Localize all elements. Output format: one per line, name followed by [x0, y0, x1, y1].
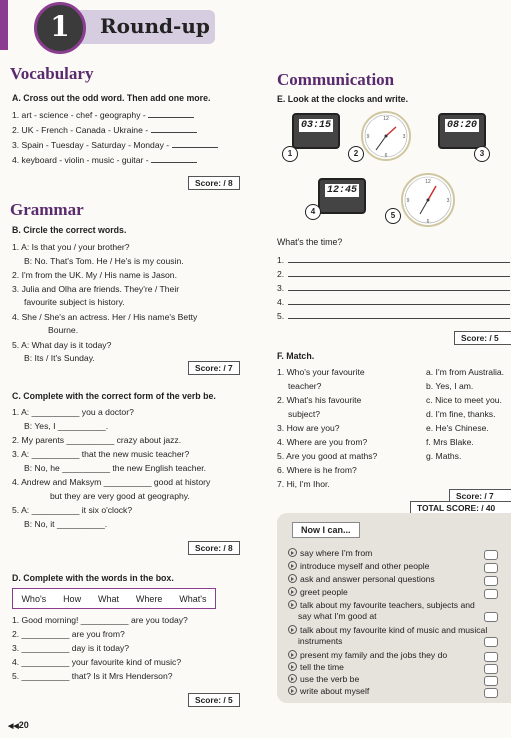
task-c-line-3: 2. My parents __________ crazy about jazz.	[12, 435, 182, 445]
task-a-item-4: 4. keyboard - violin - music - guitar -	[12, 154, 197, 166]
task-a-item-3: 3. Spain - Tuesday - Saturday - Monday -	[12, 139, 218, 151]
task-b-item-5b: B: Its / It's Sunday.	[24, 353, 95, 363]
arrow-icon	[288, 625, 297, 634]
can-item-4: greet people	[288, 587, 348, 598]
svg-text:3: 3	[402, 134, 406, 140]
arrow-icon	[288, 686, 297, 695]
page-title: Round-up	[100, 14, 210, 38]
word-box-word: What	[97, 593, 119, 604]
task-b-item-3a: 3. Julia and Olha are friends. They're / Their	[12, 284, 180, 294]
task-c-line-8: 5. A: __________ it six o'clock?	[12, 505, 133, 515]
svg-text:6: 6	[384, 153, 388, 159]
unit-number: 1	[50, 10, 70, 43]
checkbox-9[interactable]	[484, 676, 498, 686]
match-left-1b: teacher?	[288, 381, 322, 391]
word-box-word: Who's	[21, 593, 47, 604]
match-left-7: 7. Hi, I'm Ihor.	[277, 479, 330, 489]
clock-number-3: 3	[474, 146, 490, 162]
match-left-1: 1. Who's your favourite	[277, 367, 365, 377]
task-c-score: Score: / 8	[188, 541, 240, 555]
can-item-10: write about myself	[288, 686, 369, 697]
answer-line-3: 3.	[277, 282, 510, 294]
task-b-item-4a: 4. She / She's an actress. Her / His name's Betty	[12, 312, 198, 322]
task-d-line-3: 3. __________ day is it today?	[12, 643, 130, 653]
svg-text:12: 12	[383, 116, 389, 122]
arrow-icon	[288, 574, 297, 583]
can-item-6: talk about my favourite kind of music and musical instruments	[288, 625, 488, 647]
match-right-d: d. I'm fine, thanks.	[426, 409, 496, 419]
can-item-1: say where I'm from	[288, 548, 372, 559]
match-left-4: 4. Where are you from?	[277, 437, 368, 447]
arrow-icon	[288, 662, 297, 671]
task-c-line-4: 3. A: __________ that the new music teacher?	[12, 449, 190, 459]
now-i-can-title: Now I can...	[292, 522, 360, 538]
task-c-line-9: B: No, it __________.	[24, 519, 108, 529]
task-f-score: Score: / 7	[449, 489, 511, 503]
checkbox-2[interactable]	[484, 563, 498, 573]
clock-number-4: 4	[305, 204, 321, 220]
checkbox-4[interactable]	[484, 589, 498, 599]
task-c-line-1: 1. A: __________ you a doctor?	[12, 407, 134, 417]
analog-clock-5	[400, 172, 456, 228]
checkbox-10[interactable]	[484, 688, 498, 698]
match-right-a: a. I'm from Australia.	[426, 367, 505, 377]
task-d-line-1: 1. Good morning! __________ are you today?	[12, 615, 188, 625]
match-right-c: c. Nice to meet you.	[426, 395, 502, 405]
task-d-line-4: 4. __________ your favourite kind of music?	[12, 657, 182, 667]
match-left-5: 5. Are you good at maths?	[277, 451, 378, 461]
answer-line-1: 1.	[277, 254, 510, 266]
checkbox-3[interactable]	[484, 576, 498, 586]
task-c-line-7: but they are very good at geography.	[50, 491, 190, 501]
arrow-icon	[288, 587, 297, 596]
task-d-instruction: D. Complete with the words in the box.	[12, 573, 174, 583]
svg-text:9: 9	[406, 198, 410, 204]
task-a-instruction: A. Cross out the odd word. Then add one more.	[12, 93, 211, 103]
checkbox-7[interactable]	[484, 652, 498, 662]
match-right-g: g. Maths.	[426, 451, 462, 461]
task-c-line-2: B: Yes, I __________.	[24, 421, 109, 431]
analog-clock-2	[360, 110, 412, 162]
task-b-score: Score: / 7	[188, 361, 240, 375]
match-left-2b: subject?	[288, 409, 321, 419]
task-b-item-1b: B: No. That's Tom. He / He's is my cousin.	[24, 256, 184, 266]
can-item-7: present my family and the jobs they do	[288, 650, 447, 661]
can-item-3: ask and answer personal questions	[288, 574, 435, 585]
arrow-icon	[288, 561, 297, 570]
digital-clock-4: 12:45	[318, 178, 366, 214]
page-header	[0, 0, 511, 50]
total-score: TOTAL SCORE: / 40	[410, 501, 511, 515]
task-b-item-3b: favourite subject is history.	[24, 297, 125, 307]
answer-line-5: 5.	[277, 310, 510, 322]
can-item-2: introduce myself and other people	[288, 561, 429, 572]
word-box-word: What's	[179, 593, 207, 604]
task-b-item-5a: 5. A: What day is it today?	[12, 340, 112, 350]
match-left-3: 3. How are you?	[277, 423, 340, 433]
task-b-item-1a: 1. A: Is that you / your brother?	[12, 242, 130, 252]
match-left-6: 6. Where is he from?	[277, 465, 357, 475]
checkbox-8[interactable]	[484, 664, 498, 674]
task-c-line-6: 4. Andrew and Maksym __________ good at history	[12, 477, 211, 487]
page-number: ◀◀20	[8, 720, 29, 730]
match-right-f: f. Mrs Blake.	[426, 437, 474, 447]
task-b-instruction: B. Circle the correct words.	[12, 225, 127, 235]
task-f-instruction: F. Match.	[277, 351, 315, 361]
match-right-e: e. He's Chinese.	[426, 423, 489, 433]
svg-text:9: 9	[366, 134, 370, 140]
digital-clock-3: 08:20	[438, 113, 486, 149]
task-a-score: Score: / 8	[188, 176, 240, 190]
word-box-word: How	[63, 593, 82, 604]
match-right-b: b. Yes, I am.	[426, 381, 474, 391]
svg-text:6: 6	[426, 219, 430, 225]
task-e-instruction: E. Look at the clocks and write.	[277, 94, 409, 104]
word-box	[12, 588, 216, 609]
arrow-icon	[288, 650, 297, 659]
task-d-score: Score: / 5	[188, 693, 240, 707]
clock-number-2: 2	[348, 146, 364, 162]
task-e-question: What's the time?	[277, 237, 343, 247]
vocabulary-heading: Vocabulary	[10, 64, 94, 83]
match-left-2: 2. What's his favourite	[277, 395, 362, 405]
arrow-icon	[288, 600, 297, 609]
clock-number-1: 1	[282, 146, 298, 162]
corner-accent	[0, 0, 8, 50]
task-d-line-5: 5. __________ that? Is it Mrs Henderson?	[12, 671, 173, 681]
checkbox-1[interactable]	[484, 550, 498, 560]
arrow-icon	[288, 674, 297, 683]
clock-number-5: 5	[385, 208, 401, 224]
svg-text:3: 3	[446, 198, 450, 204]
task-a-item-2: 2. UK - French - Canada - Ukraine -	[12, 124, 197, 136]
can-item-9: use the verb be	[288, 674, 359, 685]
svg-text:12: 12	[425, 179, 431, 185]
task-b-item-4b: Bourne.	[48, 325, 79, 335]
checkbox-5[interactable]	[484, 612, 498, 622]
communication-heading: Communication	[277, 70, 395, 89]
task-c-line-5: B: No, he __________ the new English teacher.	[24, 463, 207, 473]
task-c-instruction: C. Complete with the correct form of the verb be.	[12, 391, 216, 401]
task-a-item-1: 1. art - science - chef - geography -	[12, 109, 194, 121]
answer-line-4: 4.	[277, 296, 510, 308]
answer-line-2: 2.	[277, 268, 510, 280]
arrow-icon	[288, 548, 297, 557]
task-d-line-2: 2. __________ are you from?	[12, 629, 125, 639]
can-item-8: tell the time	[288, 662, 344, 673]
task-b-item-2: 2. I'm from the UK. My / His name is Jason.	[12, 270, 177, 280]
can-item-5: talk about my favourite teachers, subjects and say what I'm good at	[288, 600, 488, 622]
checkbox-6[interactable]	[484, 637, 498, 647]
word-box-word: Where	[135, 593, 163, 604]
digital-clock-1: 03:15	[292, 113, 340, 149]
unit-badge	[34, 2, 86, 54]
grammar-heading: Grammar	[10, 200, 84, 219]
task-e-score: Score: / 5	[454, 331, 511, 345]
